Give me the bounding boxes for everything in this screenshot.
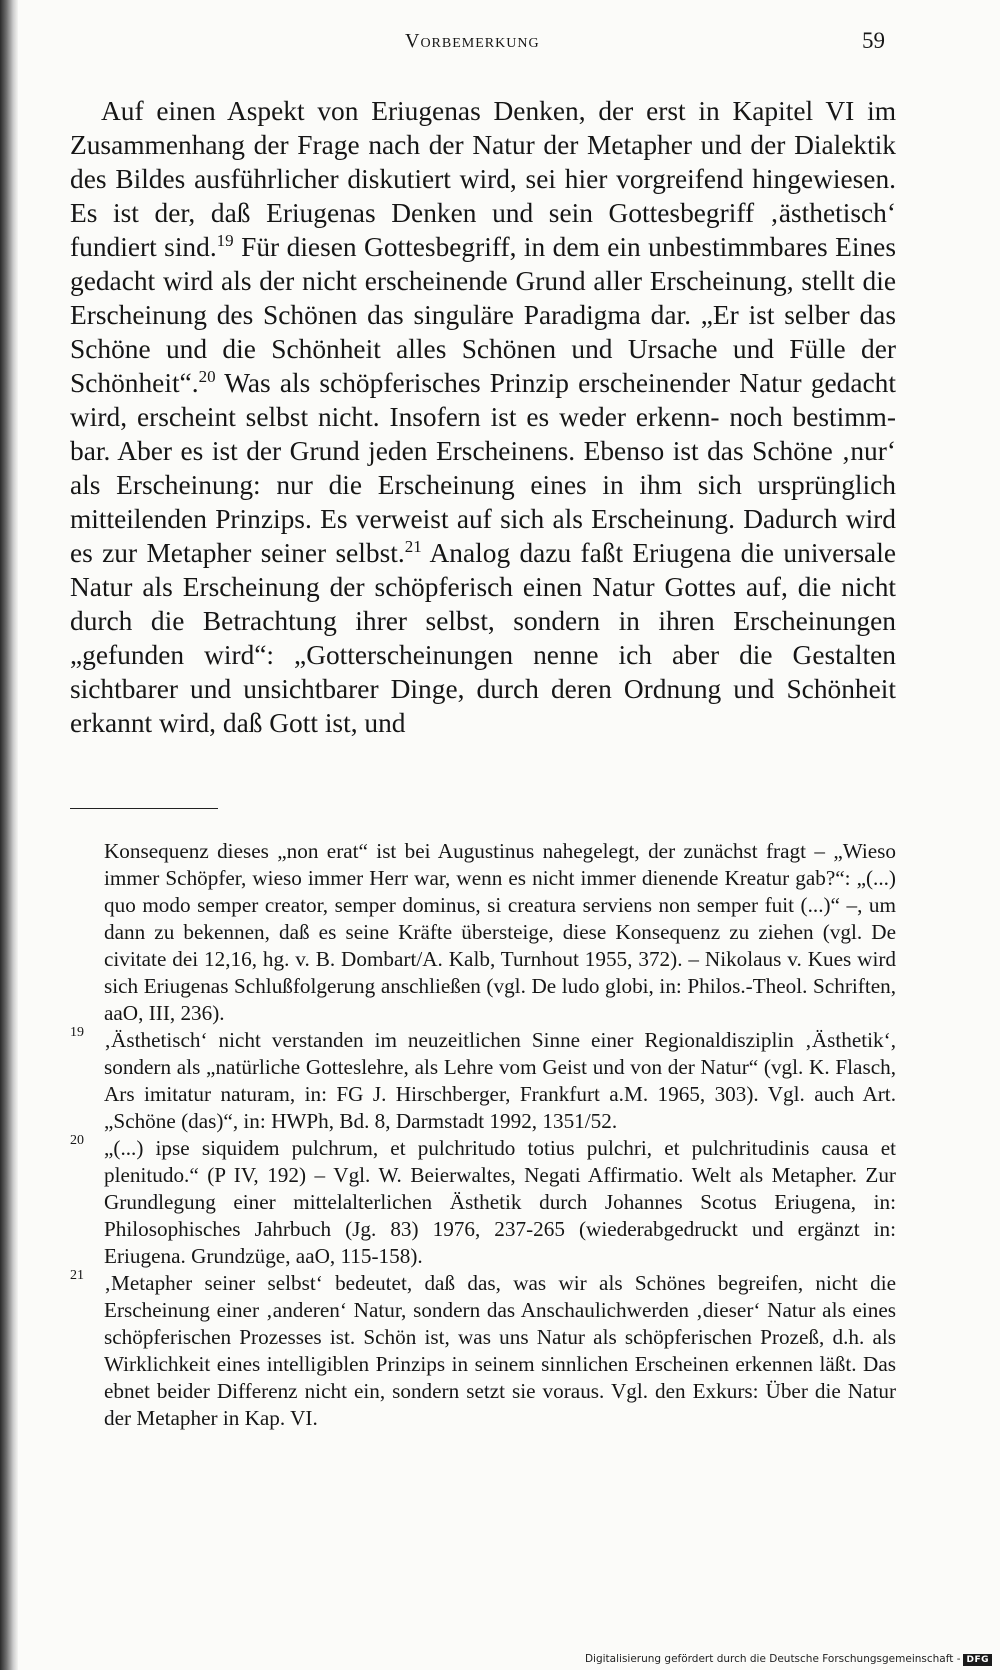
footnote-ref-20[interactable]: 20	[198, 366, 216, 386]
body-segment-1: Auf einen Aspekt von Eriugenas Denken, der erst in Kapitel VI im Zusammenhang der Frage nach der Natur der Metapher und der Dialektik des Bildes ausführlicher diskutiert wird, sei hier vorgreifend hingewiesen. Es ist der, daß Eriugenas Denken und sein Gottesbegriff ‚ästhetisch‘ fundiert sind.	[70, 96, 896, 262]
footnote-21	[70, 1270, 896, 1432]
footnote-ref-21[interactable]: 21	[404, 536, 422, 556]
footnote-20	[70, 1135, 896, 1270]
running-title: Vorbemerkung	[405, 30, 540, 52]
footnote-number: 21	[70, 1268, 84, 1283]
credit-text: Digitalisierung gefördert durch die Deutsche Forschungsgemeinschaft -	[584, 1653, 961, 1665]
footnote-continuation-text: Konsequenz dieses „non erat“ ist bei Augustinus nahegelegt, der zunächst fragt – „Wieso immer Schöpfer, wieso immer Herr war, wenn es nicht immer dienende Kreatur gab?“: „(...) quo modo semper creator, semper dominus, si creatura serviens non semper fuit (...)“ –, um dann zu bekennen, daß es seine Kräfte übersteige, diese Konsequenz zu ziehen (vgl. De civitate dei 12,16, hg. v. B. Dombart/A. Kalb, Turnhout 1955, 372). – Nikolaus v. Kues wird sich Eriugenas Schlußfolgerung anschließen (vgl. De ludo globi, in: Philos.-Theol. Schriften, aaO, III, 236).	[104, 839, 896, 1025]
footnote-text: „(...) ipse siquidem pulchrum, et pulchritudo totius pulchri, et pulchritudinis causa et plenitudo.“ (P IV, 192) – Vgl. W. Beierwaltes, Negati Affirmatio. Welt als Metapher. Zur Grundlegung einer mittelalterlichen Ästhetik durch Johannes Scotus Eriugena, in: Philosophisches Jahrbuch (Jg. 83) 1976, 237-265 (wiederabgedruckt und ergänzt in: Eriugena. Grundzüge, aaO, 115-158).	[104, 1136, 896, 1268]
page-number: 59	[862, 28, 885, 53]
footnote-19	[70, 1027, 896, 1135]
footnote-ref-19[interactable]: 19	[216, 230, 234, 250]
footnote-number: 19	[70, 1025, 84, 1040]
footnote-text: ‚Metapher seiner selbst‘ bedeutet, daß das, was wir als Schönes begreifen, nicht die Erscheinung einer ‚anderen‘ Natur, sondern das Anschaulichwerden ‚dieser‘ Natur als eines schöpferischen Prozesses ist. Schön ist, was uns Natur als schöpferischen Prozeß, d.h. als Wirklichkeit eines intelligiblen Prinzips in seinem sinnlichen Erscheinen erkennen läßt. Das ebnet beider Differenz nicht ein, sondern setzt sie voraus. Vgl. den Exkurs: Über die Natur der Metapher in Kap. VI.	[104, 1271, 896, 1430]
footnote-continuation	[70, 838, 896, 1027]
digitization-credit	[585, 1653, 992, 1666]
footnotes-section	[70, 838, 896, 1432]
dfg-logo: DFG	[963, 1654, 992, 1666]
footnote-text: ‚Ästhetisch‘ nicht verstanden im neuzeitlichen Sinne einer Regionaldisziplin ‚Ästhetik‘, sondern als „natürliche Gotteslehre, als Lehre vom Geist und von der Natur“ (vgl. K. Flasch, Ars imitatur naturam, in: FG J. Hirschberger, Frankfurt a.M. 1965, 303). Vgl. auch Art. „Schöne (das)“, in: HWPh, Bd. 8, Darmstadt 1992, 1351/52.	[104, 1028, 896, 1133]
body-segment-4: Analog dazu faßt Eriugena die universale Natur als Erscheinung der schöpferisch einen Natur Gottes auf, die nicht durch die Betrachtung ihrer selbst, sondern in ihren Erscheinungen „gefunden wird“: „Gotterscheinungen nenne ich aber die Gestalten sichtbarer und unsichtbarer Dinge, durch deren Ordnung und Schönheit erkannt wird, daß Gott ist, und	[70, 538, 896, 738]
footnote-divider	[70, 808, 218, 809]
footnote-number: 20	[70, 1133, 84, 1148]
body-segment-2: Für diesen Gottesbegriff, in dem ein unbestimmbares Eines gedacht wird als der nicht erscheinende Grund aller Erscheinung, stellt die Erscheinung des Schönen das singuläre Paradigma dar. „Er ist selber das Schöne und die Schönheit alles Schönen und Ursache und Fülle der Schönheit“.	[70, 232, 897, 398]
page-header	[0, 30, 1000, 60]
body-segment-3: Was als schöpferisches Prinzip erscheinender Natur gedacht wird, erscheint selbst nicht. Insofern ist es weder erkenn- noch bestimmbar. Aber es ist der Grund jeden Erscheinens. Ebenso ist das Schöne ‚nur‘ als Erscheinung: nur die Erscheinung eines in ihm sich ursprünglich mitteilenden Prinzips. Es verweist auf sich als Erscheinung. Dadurch wird es zur Metapher seiner selbst.	[70, 368, 896, 568]
main-paragraph	[70, 94, 896, 740]
page-spine-shadow	[0, 0, 18, 1670]
